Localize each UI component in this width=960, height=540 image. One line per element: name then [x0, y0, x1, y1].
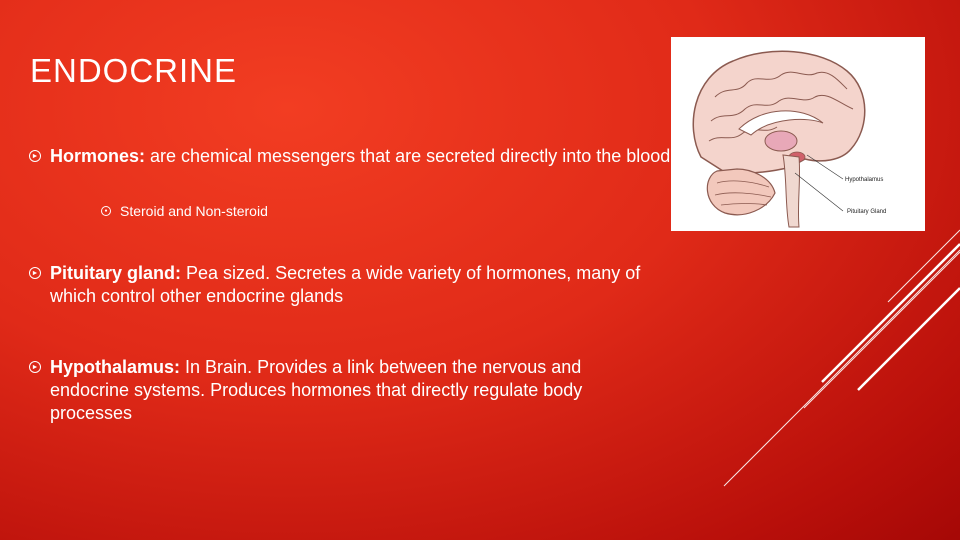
bullet-term: Pituitary gland:: [50, 263, 182, 283]
bullet-body: In Brain. Provides a link between the nervous and endocrine systems. Produces hormones that directly regulate body processes: [50, 357, 583, 423]
circle-arrow-icon: ►: [29, 150, 41, 162]
bullet-hormones: [29, 145, 689, 168]
bullet-body: Pea sized. Secretes a wide variety of hormones, many of which control other endocrine glands: [50, 263, 641, 306]
bullet-term: Hormones:: [50, 146, 146, 166]
circle-arrow-icon: ►: [29, 361, 41, 373]
bullet-body: are chemical messengers that are secreted directly into the blood: [145, 146, 671, 166]
bullet-hypothalamus: [29, 356, 669, 425]
slide-title: ENDOCRINE: [30, 52, 238, 89]
hypothalamus-label: Hypothalamus: [845, 177, 884, 183]
bullet-term: Hypothalamus:: [50, 357, 181, 377]
sub-bullet-text: Steroid and Non-steroid: [120, 203, 268, 219]
bullet-pituitary: [29, 262, 669, 308]
brain-diagram: [671, 37, 925, 231]
pituitary-label: Pituitary Gland: [847, 209, 887, 215]
sub-bullet-steroid: [101, 202, 268, 220]
circle-arrow-icon: ►: [29, 267, 41, 279]
circle-dot-icon: ●: [101, 206, 111, 216]
